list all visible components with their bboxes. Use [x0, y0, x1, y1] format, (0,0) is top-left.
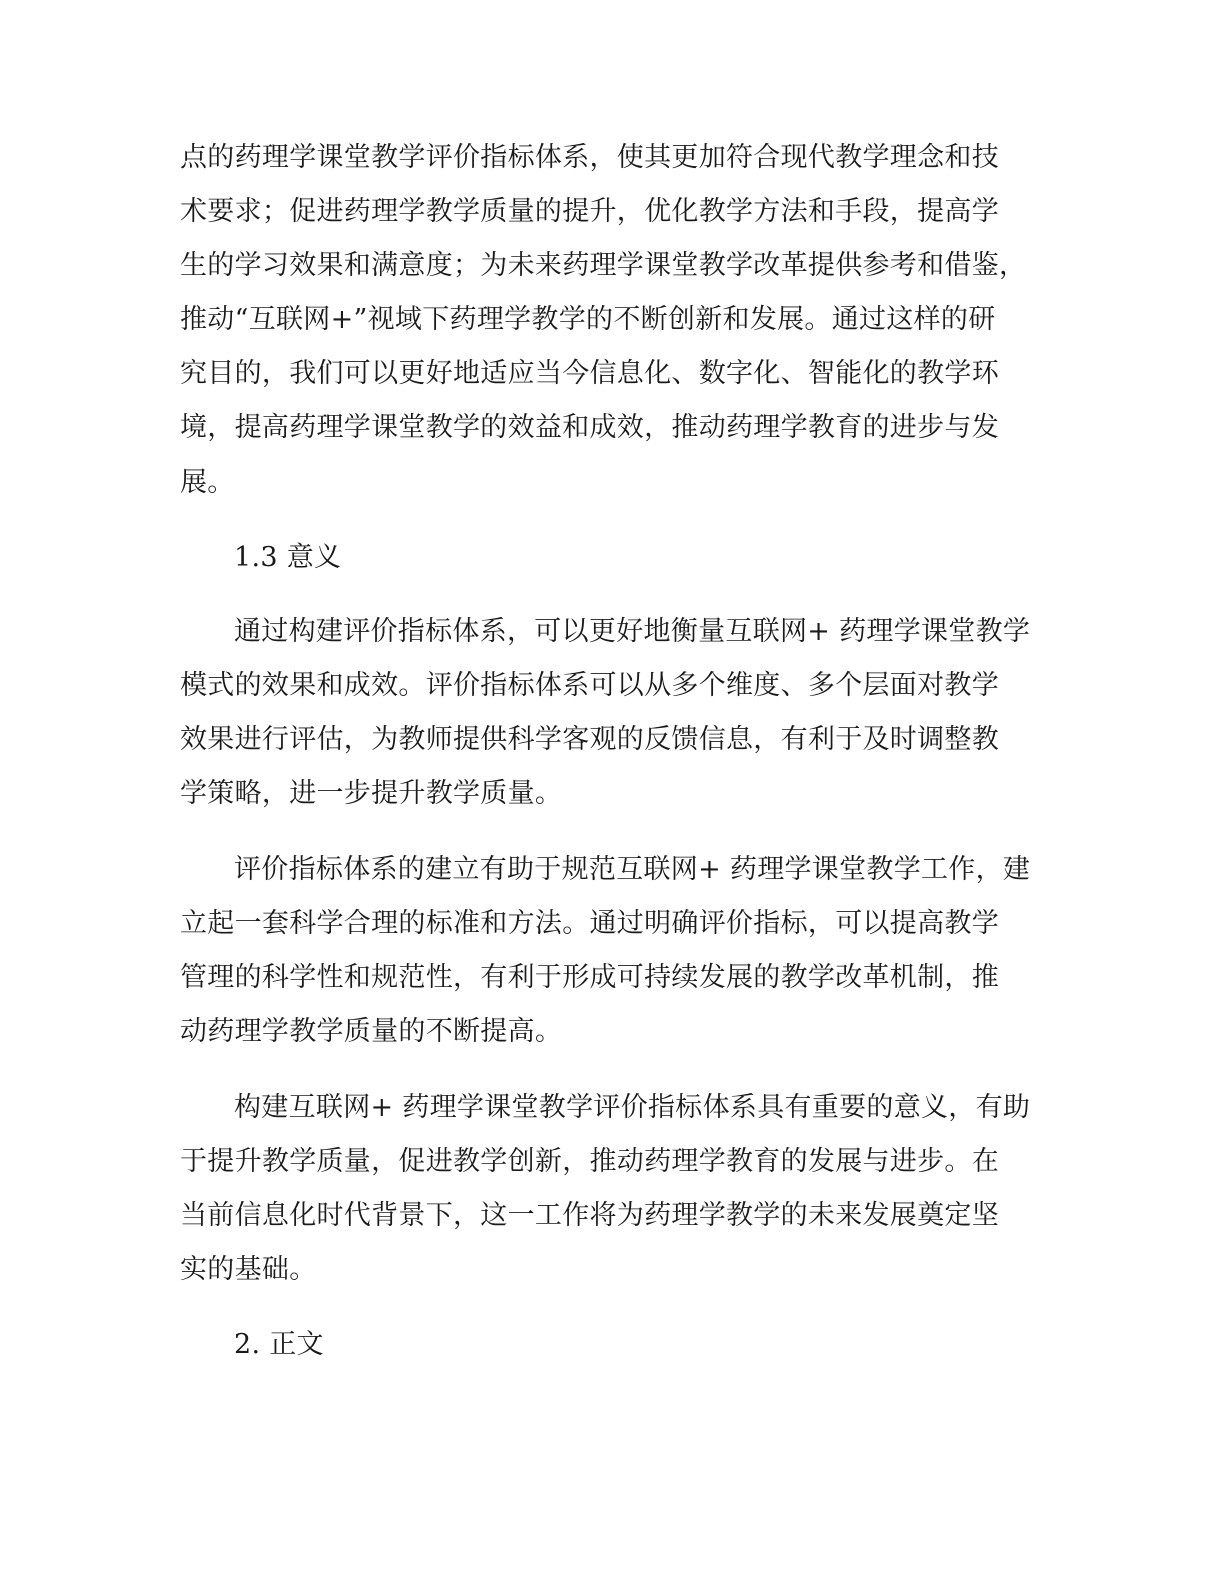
text-line: 管理的科学性和规范性，有利于形成可持续发展的教学改革机制，推: [180, 962, 999, 993]
text-line: 动药理学教学质量的不断提高。: [180, 1016, 563, 1047]
text-line: 推动“互联网+”视域下药理学教学的不断创新和发展。通过这样的研: [180, 304, 996, 335]
text-line: 评价指标体系的建立有助于规范互联网+ 药理学课堂教学工作，建: [234, 854, 1031, 885]
text-line: 于提升教学质量，促进教学创新，推动药理学教育的发展与进步。在: [180, 1146, 999, 1177]
section-heading: 2. 正文: [234, 1329, 324, 1360]
text-line: 究目的，我们可以更好地适应当今信息化、数字化、智能化的教学环: [180, 358, 999, 389]
text-line: 通过构建评价指标体系，可以更好地衡量互联网+ 药理学课堂教学: [234, 616, 1031, 647]
text-line: 学策略，进一步提升教学质量。: [180, 778, 563, 809]
text-line: 构建互联网+ 药理学课堂教学评价指标体系具有重要的意义，有助: [234, 1092, 1031, 1123]
section-heading: 1.3 意义: [234, 542, 342, 573]
text-line: 模式的效果和成效。评价指标体系可以从多个维度、多个层面对教学: [180, 670, 999, 701]
text-line: 点的药理学课堂教学评价指标体系，使其更加符合现代教学理念和技: [180, 142, 999, 173]
text-line: 当前信息化时代背景下，这一工作将为药理学教学的未来发展奠定坚: [180, 1200, 999, 1231]
text-line: 实的基础。: [180, 1254, 317, 1285]
text-line: 境，提高药理学课堂教学的效益和成效，推动药理学教育的进步与发: [180, 412, 999, 443]
text-line: 效果进行评估，为教师提供科学客观的反馈信息，有利于及时调整教: [180, 724, 999, 755]
text-line: 生的学习效果和满意度；为未来药理学课堂教学改革提供参考和借鉴，: [180, 250, 1027, 281]
text-line: 展。: [180, 467, 235, 498]
text-line: 术要求；促进药理学教学质量的提升，优化教学方法和手段，提高学: [180, 196, 999, 227]
text-line: 立起一套科学合理的标准和方法。通过明确评价指标，可以提高教学: [180, 908, 999, 939]
